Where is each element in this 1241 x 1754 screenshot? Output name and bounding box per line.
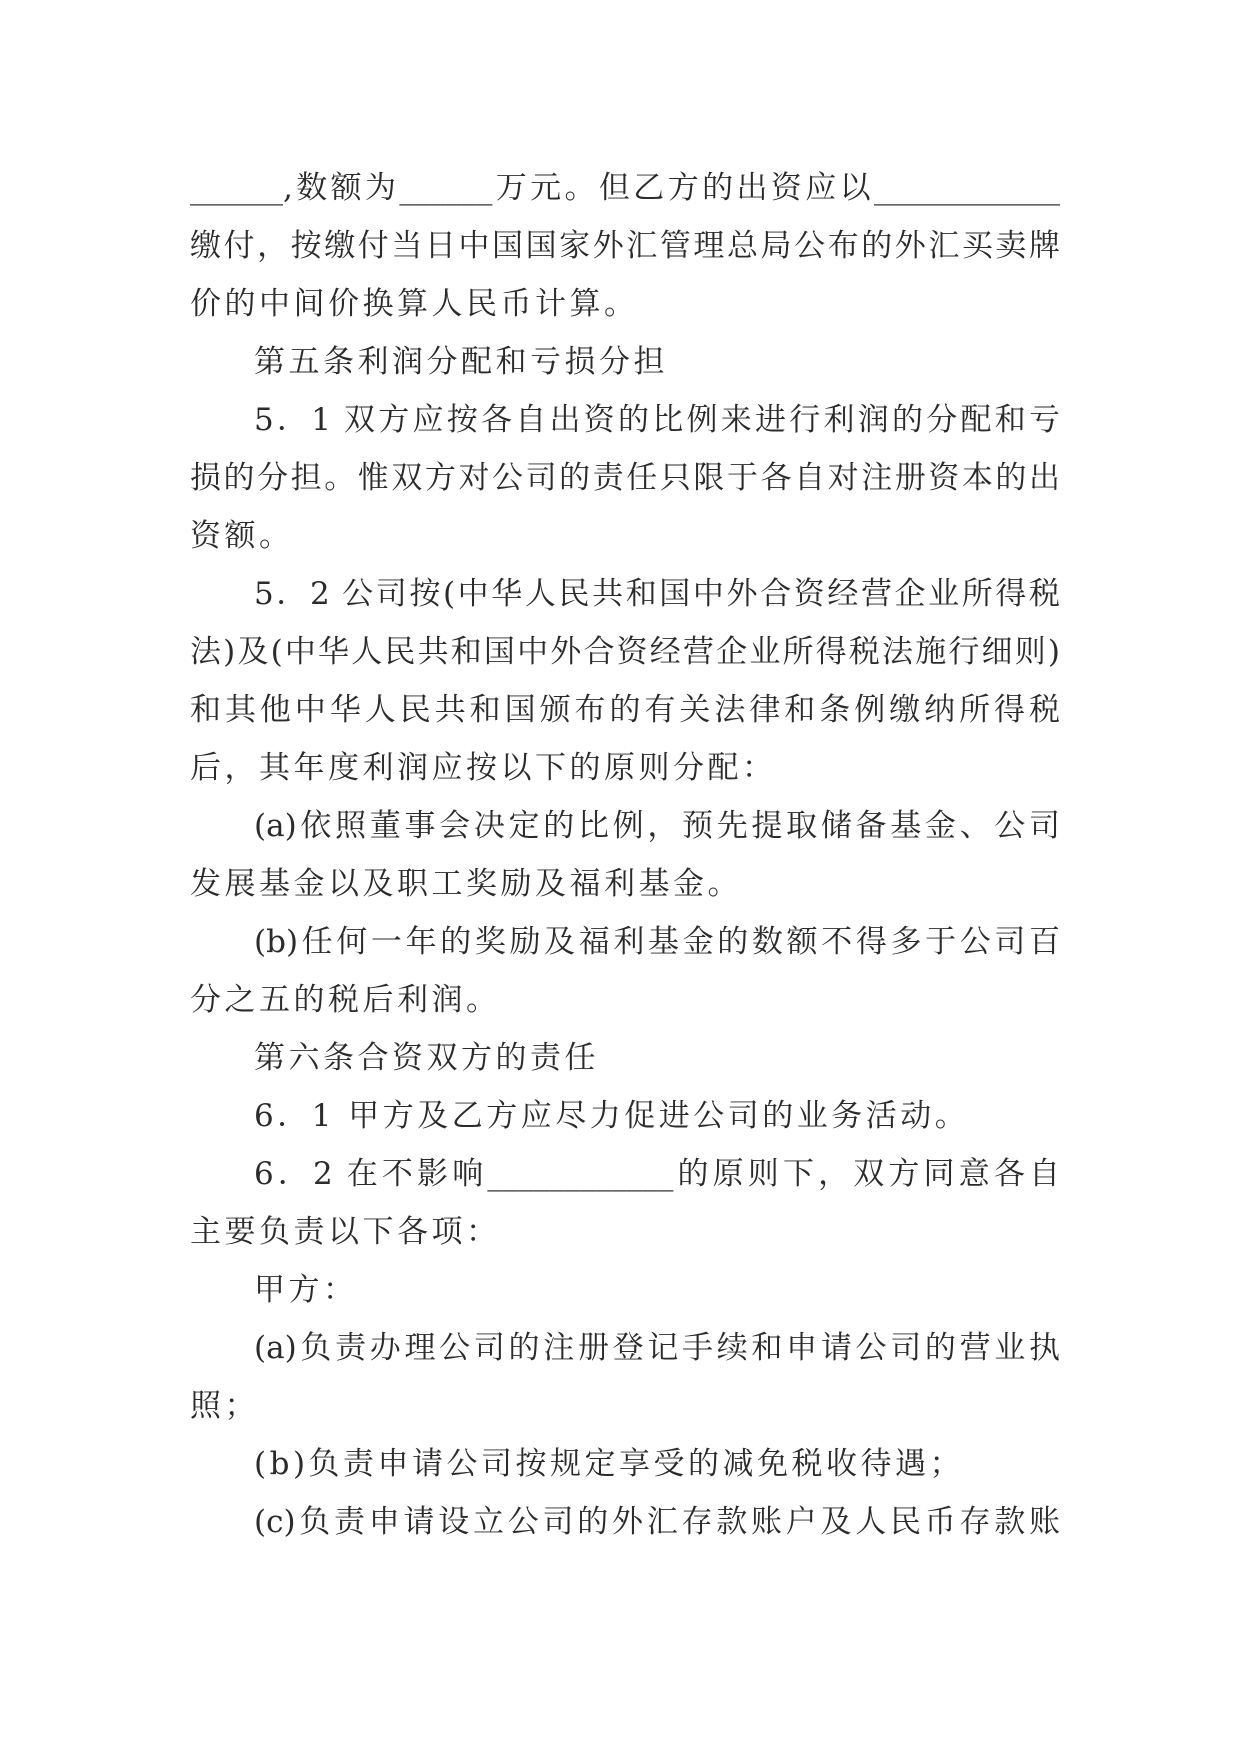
text-line: 法)及(中华人民共和国中外合资经营企业所得税法施行细则): [190, 634, 1060, 670]
text-line: (b)任何一年的奖励及福利基金的数额不得多于公司百: [254, 924, 1060, 960]
text-line: 主要负责以下各项：: [190, 1214, 501, 1250]
text-line: 缴付，按缴付当日中国国家外汇管理总局公布的外汇买卖牌: [190, 228, 1060, 264]
text-line: 资额。: [190, 518, 294, 554]
text-line: 价的中间价换算人民币计算。: [190, 286, 639, 322]
text-line: (a)依照董事会决定的比例，预先提取储备基金、公司: [254, 808, 1060, 844]
text-line: (b)负责申请公司按规定享受的减免税收待遇；: [254, 1446, 965, 1482]
text-line: 发展基金以及职工奖励及福利基金。: [190, 866, 742, 902]
text-line: 6．2 在不影响____________的原则下，双方同意各自: [254, 1156, 1060, 1192]
text-line: 6．1 甲方及乙方应尽力促进公司的业务活动。: [254, 1098, 970, 1134]
section-heading: 第五条利润分配和亏损分担: [254, 344, 668, 380]
text-line: 损的分担。惟双方对公司的责任只限于各自对注册资本的出: [190, 460, 1060, 496]
text-line: 照；: [190, 1388, 259, 1424]
text-line: (a)负责办理公司的注册登记手续和申请公司的营业执: [254, 1330, 1060, 1366]
text-line: 和其他中华人民共和国颁布的有关法律和条例缴纳所得税: [190, 692, 1060, 728]
text-line: 后，其年度利润应按以下的原则分配：: [190, 750, 777, 786]
text-line: 5．1 双方应按各自出资的比例来进行利润的分配和亏: [254, 402, 1060, 438]
section-heading: 第六条合资双方的责任: [254, 1040, 599, 1076]
text-line: 分之五的税后利润。: [190, 982, 501, 1018]
text-line: 甲方：: [254, 1272, 358, 1308]
text-line: ______,数额为______万元。但乙方的出资应以____________: [190, 170, 1060, 206]
text-line: 5．2 公司按(中华人民共和国中外合资经营企业所得税: [254, 576, 1060, 612]
text-line: (c)负责申请设立公司的外汇存款账户及人民币存款账: [254, 1504, 1060, 1540]
